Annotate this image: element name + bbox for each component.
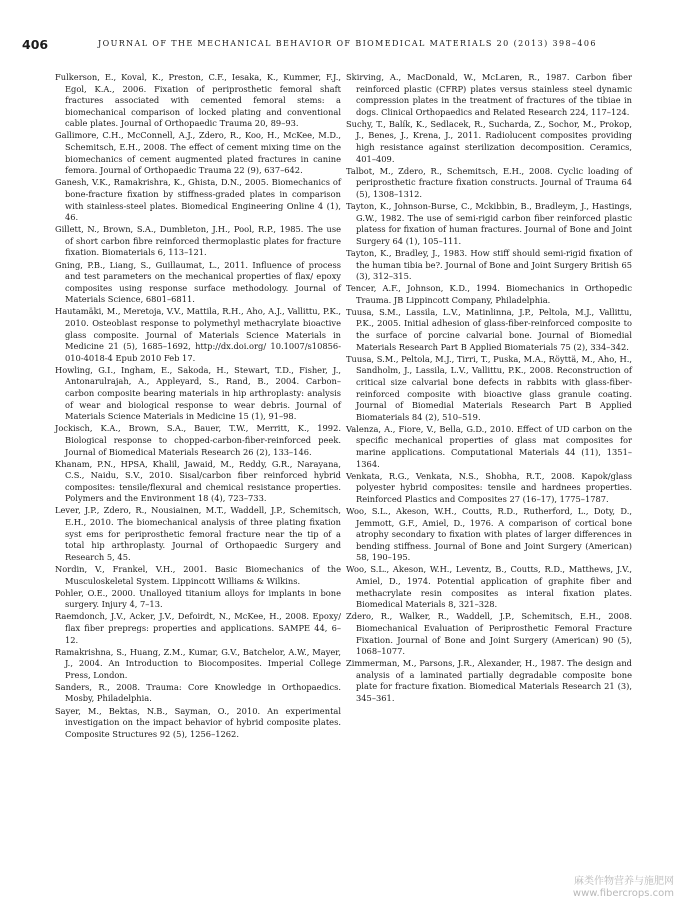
reference-entry: Ramakrishna, S., Huang, Z.M., Kumar, G.V., Batchelor, A.W., Mayer, J., 2004. An Introduction to Biocomposites. Imperial College Press, London. [55,646,341,680]
reference-entry: Tayton, K., Johnson-Burse, C., Mckibbin, B., Bradleym, J., Hastings, G.W., 1982. The use of semi-rigid carbon fiber reinforced plastic platess for fixation of human fractures. Journal of Bone and Joint Surgery 64 (1), 105–111. [346,201,632,246]
reference-entry: Jockisch, K.A., Brown, S.A., Bauer, T.W., Merritt, K., 1992. Biological response to chopped-carbon-fiber-reinforced peek. Journal of Biomedical Materials Research 26 (2), 133–146. [55,423,341,457]
reference-entry: Sayer, M., Bektas, N.B., Sayman, O., 2010. An experimental investigation on the impact behavior of hybrid composite plates. Composite Structures 92 (5), 1256–1262. [55,705,341,739]
reference-entry: Ganesh, V.K., Ramakrishra, K., Ghista, D.N., 2005. Biomechanics of bone-fracture fixation by stiffness-graded plates in comparison with stainless-steel plates. Biomedical Engineering Online 4 (1), 46. [55,177,341,223]
page-number: 406 [22,37,49,52]
site-watermark [573,876,674,900]
reference-entry: Tayton, K., Bradley, J., 1983. How stiff should semi-rigid fixation of the human tibia be?. Journal of Bone and Joint Surgery British 65 (3), 312–315. [346,247,632,282]
reference-entry: Tuusa, S.M., Lassila, L.V., Matinlinna, J.P., Peltola, M.J., Vallittu, P.K., 2005. Initial adhesion of glass-fiber-reinforced composite to the surface of porcine calvarial bone. Journal of Biomedial Materials Research Part B Applied Biomaterials 75 (2), 334–342. [346,306,632,352]
reference-entry: Skirving, A., MacDonald, W., McLaren, R., 1987. Carbon fiber reinforced plastic (CFRP) plates versus stainless steel dynamic compression plates in the treatment of fractures of the tibiae in dogs. Clinical Orthopaedics and Related Research 224, 117–124. [346,72,632,117]
reference-entry: Suchy, T., Balík, K., Sedlacek, R., Sucharda, Z., Sochor, M., Prokop, J., Benes, J., Krena, J., 2011. Radiolucent composites providing high resistance against sterilization decomposition. Ceramics, 401–409. [346,118,632,164]
reference-entry: Valenza, A., Fiore, V., Bella, G.D., 2010. Effect of UD carbon on the specific mechanical properties of glass mat composites for marine applications. Computational Materials 44 (11), 1351–1364. [346,423,632,469]
reference-entry: Gallimore, C.H., McConnell, A.J., Zdero, R., Koo, H., McKee, M.D., Schemitsch, E.H., 2008. The effect of cement mixing time on the biomechanics of cement augmented plated fractures in canine femora. Journal of Orthopaedic Trauma 22 (9), 637–642. [55,130,341,176]
reference-entry: Zimmerman, M., Parsons, J.R., Alexander, H., 1987. The design and analysis of a laminated partially degradable composite bone plate for fracture fixation. Biomedical Materials Research 21 (3), 345–361. [346,658,632,703]
watermark-chinese-text: 麻类作物营养与施肥网 [574,876,674,887]
page-header [22,37,597,53]
reference-entry: Talbot, M., Zdero, R., Schemitsch, E.H., 2008. Cyclic loading of periprosthetic fracture fixation constructs. Journal of Trauma 64 (5), 1308–1312. [346,165,632,199]
reference-entry: Tuusa, S.M., Peltola, M.J., Tirri, T., Puska, M.A., Röyttä, M., Aho, H., Sandholm, J., Lassila, L.V., Vallittu, P.K., 2008. Reconstruction of critical size calvarial bone defects in rabbits with glass-fiber-reinforced composite with bioactive glass granule coating. Journal of Biomedial Materials Research Part B Applied Biomaterials 84 (2), 510–519. [346,353,632,422]
reference-entry: Zdero, R., Walker, R., Waddell, J.P., Schemitsch, E.H., 2008. Biomechanical Evaluation of Periprosthetic Femoral Fracture Fixation. Journal of Bone and Joint Surgery (American) 90 (5), 1068–1077. [346,611,632,657]
watermark-url: www.fibercrops.com [572,888,674,899]
reference-entry: Howling, G.I., Ingham, E., Sakoda, H., Stewart, T.D., Fisher, J., Antonarulrajah, A., Appleyard, S., Rand, B., 2004. Carbon–carbon composite bearing materials in hip arthroplasty: analysis of wear and biological response to wear debris. Journal of Materials Science Materials in Medicine 15 (1), 91–98. [55,364,341,422]
reference-entry: Woo, S.L., Akeson, W.H., Coutts, R.D., Rutherford, L., Doty, D., Jemmott, G.F., Amiel, D., 1976. A comparison of cortical bone atrophy secondary to fixation with plates of larger differences in bending stiffness. Journal of Bone and Joint Surgery (American) 58, 190–195. [346,505,632,563]
reference-entry: Lever, J.P., Zdero, R., Nousiainen, M.T., Waddell, J.P., Schemitsch, E.H., 2010. The biomechanical analysis of three plating fixation syst ems for periprosthetic femoral fracture near the tip of a total hip arthroplasty. Journal of Orthopaedic Surgery and Research 5, 45. [55,505,341,562]
references-left-column [55,72,341,741]
reference-entry: Raemdonch, J.V., Acker, J.V., Defoirdt, N., McKee, H., 2008. Epoxy/ flax fiber prepregs: properties and applications. SAMPE 44, 6–12. [55,611,341,645]
references-right-column [346,72,632,705]
reference-entry: Nordin, V., Frankel, V.H., 2001. Basic Biomechanics of the Musculoskeletal System. Lippincott Williams & Wilkins. [55,563,341,586]
reference-entry: Tencer, A.F., Johnson, K.D., 1994. Biomechanics in Orthopedic Trauma. JB Lippincott Company, Philadelphia. [346,283,632,305]
reference-entry: Sanders, R., 2008. Trauma: Core Knowledge in Orthopaedics. Mosby, Philadelphia. [55,681,341,704]
journal-running-title: JOURNAL OF THE MECHANICAL BEHAVIOR OF BIOMEDICAL MATERIALS 20 (2013) 398–406 [98,39,597,48]
reference-entry: Venkata, R.G., Venkata, N.S., Shobha, R.T., 2008. Kapok/glass polyester hybrid composites: tensile and hardnees properties. Reinforced Plastics and Composites 27 (16–17), 1775–1787. [346,470,632,504]
reference-entry: Gning, P.B., Liang, S., Guillaumat, L., 2011. Influence of process and test parameters on the mechanical properties of flax/ epoxy composites using response surface methodology. Journal of Materials Science, 6801–6811. [55,259,341,305]
reference-entry: Fulkerson, E., Koval, K., Preston, C.F., Iesaka, K., Kummer, F.J., Egol, K.A., 2006. Fixation of periprosthetic femoral shaft fractures associated with cemented femoral stems: a biomechanical comparison of locked plating and conventional cable plates. Journal of Orthopaedic Trauma 20, 89–93. [55,72,341,129]
reference-entry: Pohler, O.E., 2000. Unalloyed titanium alloys for implants in bone surgery. Injury 4, 7–13. [55,587,341,610]
reference-entry: Woo, S.L., Akeson, W.H., Leventz, B., Coutts, R.D., Matthews, J.V., Amiel, D., 1974. Potential application of graphite fiber and methacrylate resin composites as interal fixation plates. Biomedical Materials 8, 321–328. [346,564,632,610]
reference-entry: Hautamäki, M., Meretoja, V.V., Mattila, R.H., Aho, A.J., Vallittu, P.K., 2010. Osteoblast response to polymethyl methacrylate bioactive glass composite. Journal of Materials Science Materials in Medicine 21 (5), 1685–1692, http://dx.doi.org/ 10.1007/s10856-010-4018-4 Epub 2010 Feb 17. [55,306,341,363]
reference-entry: Khanam, P.N., HPSA, Khalil, Jawaid, M., Reddy, G.R., Narayana, C.S., Naidu, S.V., 2010. Sisal/carbon fiber reinforced hybrid composites: tensile/flexural and chemical resistance properties. Polymers and the Environment 18 (4), 723–733. [55,458,341,504]
reference-entry: Gillett, N., Brown, S.A., Dumbleton, J.H., Pool, R.P., 1985. The use of short carbon fibre reinforced thermoplastic plates for fracture fixation. Biomaterials 6, 113–121. [55,224,341,258]
